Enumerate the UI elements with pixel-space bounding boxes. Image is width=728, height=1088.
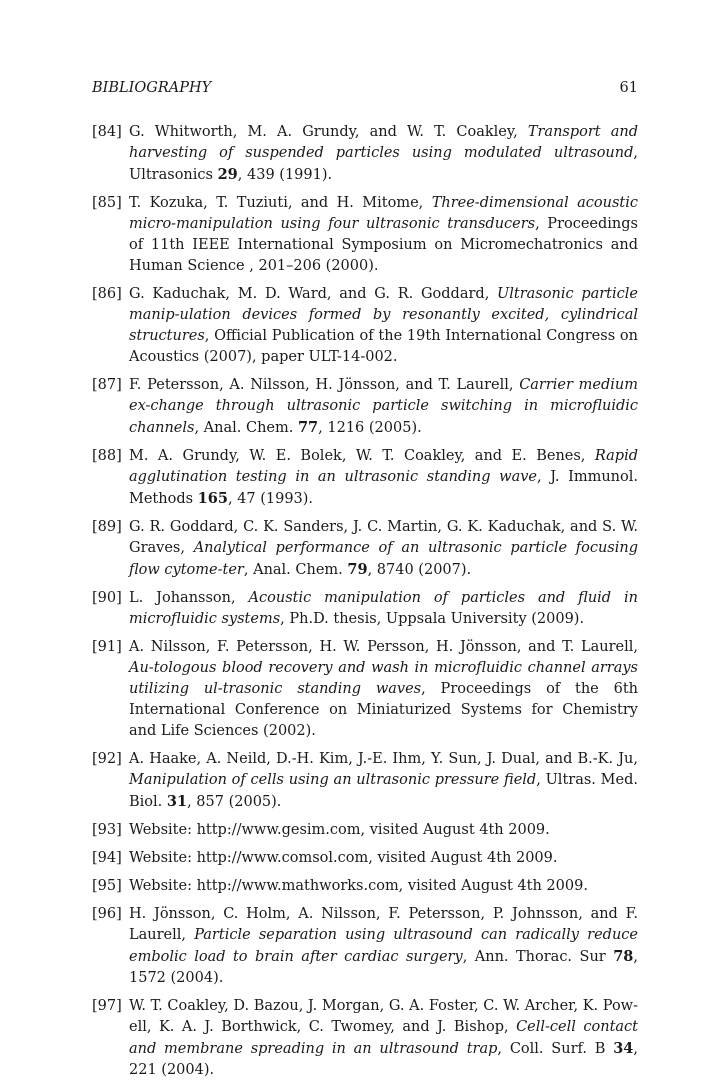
reference-number: [89] (92, 519, 122, 535)
reference-segment: Website: http://www.gesim.com, visited August 4th 2009. (129, 822, 550, 838)
reference-title: Acoustic manipulation of particles and fluid in microfluidic systems (129, 590, 638, 627)
reference-segment: , Ultras. Med. Biol. (129, 772, 638, 810)
reference-number: [91] (92, 639, 122, 655)
reference-segment: , Ph.D. thesis, Uppsala University (2009). (280, 611, 585, 627)
reference-number: [95] (92, 878, 122, 894)
reference-number: [92] (92, 751, 122, 767)
reference-entry (92, 284, 638, 368)
reference-number: [90] (92, 590, 122, 606)
reference-volume: 79 (347, 561, 368, 578)
reference-segment: G. Whitworth, M. A. Grundy, and W. T. Coakley, (129, 124, 528, 140)
reference-segment: , 439 (1991). (237, 167, 333, 183)
reference-segment: , Ultrasonics (129, 145, 638, 183)
reference-text (129, 377, 638, 436)
reference-volume: 78 (613, 948, 634, 965)
reference-text (129, 195, 638, 274)
reference-segment: G. Kaduchak, M. D. Ward, and G. R. Goddard, (129, 286, 498, 302)
reference-title: Transport and harvesting of suspended particles using modulated ultrasound (129, 124, 638, 161)
reference-entry (92, 749, 638, 813)
reference-text (129, 822, 550, 838)
reference-number: [88] (92, 448, 122, 464)
reference-number: [97] (92, 998, 122, 1014)
reference-segment: , Official Publication of the 19th International Congress on Acoustics (2007), paper ULT-14-002. (129, 328, 638, 365)
reference-title: Manipulation of cells using an ultrasonic pressure field (129, 772, 537, 788)
reference-title: Au-tologous blood recovery and wash in microfluidic channel arrays utilizing ul-trasonic standing waves (129, 660, 638, 697)
reference-entry (92, 876, 638, 897)
reference-entry (92, 375, 638, 439)
reference-text (129, 878, 588, 894)
reference-segment: F. Petersson, A. Nilsson, H. Jönsson, and T. Laurell, (129, 377, 520, 393)
reference-segment: H. Jönsson, C. Holm, A. Nilsson, F. Petersson, P. Johnsson, and F. Laurell, (129, 906, 638, 943)
reference-text (129, 448, 638, 507)
reference-segment: , Anal. Chem. (243, 562, 348, 578)
reference-segment: , 857 (2005). (187, 794, 282, 810)
reference-text (129, 998, 638, 1078)
reference-number: [85] (92, 195, 122, 211)
reference-entry (92, 904, 638, 989)
reference-entry (92, 588, 638, 630)
reference-segment: L. Johansson, (129, 590, 249, 606)
reference-entry (92, 122, 638, 186)
reference-segment: , 8740 (2007). (367, 562, 472, 578)
reference-entry (92, 446, 638, 510)
reference-text (129, 639, 638, 739)
reference-segment: , Anal. Chem. (194, 420, 298, 436)
reference-segment: , J. Immunol. Methods (129, 469, 638, 507)
reference-title: Cell-cell contact and membrane spreading in an ultrasound trap (129, 1019, 638, 1057)
reference-number: [86] (92, 286, 122, 302)
reference-number: [96] (92, 906, 122, 922)
reference-title: Particle separation using ultrasound can radically reduce embolic load to brain after cardiac surgery (129, 927, 638, 965)
reference-segment: , 1572 (2004). (129, 949, 638, 986)
reference-title: Ultrasonic particle manip-ulation devices formed by resonantly excited, cylindrical structures (129, 286, 638, 344)
reference-segment: T. Kozuka, T. Tuziuti, and H. Mitome, (129, 195, 432, 211)
reference-segment: Website: http://www.mathworks.com, visited August 4th 2009. (129, 878, 588, 894)
reference-entry (92, 637, 638, 742)
reference-segment: G. R. Goddard, C. K. Sanders, J. C. Martin, G. K. Kaduchak, and S. W. Graves, (129, 519, 638, 556)
reference-text (129, 519, 638, 578)
reference-segment: , Ann. Thorac. Sur (462, 949, 614, 965)
reference-entry (92, 848, 638, 869)
reference-segment: A. Haake, A. Neild, D.-H. Kim, J.-E. Ihm, Y. Sun, J. Dual, and B.-K. Ju, (129, 751, 638, 767)
reference-list (92, 122, 638, 1088)
reference-text (129, 590, 638, 627)
page-number: 61 (619, 80, 638, 96)
reference-volume: 34 (613, 1040, 634, 1057)
reference-segment: A. Nilsson, F. Petersson, H. W. Persson, H. Jönsson, and T. Laurell, (129, 639, 638, 655)
reference-entry (92, 193, 638, 277)
reference-title: Carrier medium ex-change through ultrasonic particle switching in microfluidic channels (129, 377, 638, 436)
reference-title: Analytical performance of an ultrasonic particle focusing flow cytome-ter (129, 540, 638, 578)
reference-segment: Website: http://www.comsol.com, visited August 4th 2009. (129, 850, 558, 866)
reference-title: Three-dimensional acoustic micro-manipulation using four ultrasonic transducers (129, 195, 638, 232)
reference-number: [94] (92, 850, 122, 866)
reference-number: [87] (92, 377, 122, 393)
reference-text (129, 124, 638, 183)
reference-segment: M. A. Grundy, W. E. Bolek, W. T. Coakley, and E. Benes, (129, 448, 595, 464)
reference-text (129, 906, 638, 986)
reference-segment: , 47 (1993). (227, 491, 314, 507)
reference-entry (92, 517, 638, 581)
reference-segment: , Proceedings of 11th IEEE International Symposium on Micromechatronics and Human Science , 201–206 (2000). (129, 216, 638, 274)
reference-number: [84] (92, 124, 122, 140)
running-header (92, 78, 638, 98)
reference-segment: , Coll. Surf. B (497, 1041, 614, 1057)
reference-entry (92, 820, 638, 841)
reference-volume: 31 (166, 793, 188, 810)
reference-segment: , Proceedings of the 6th International Conference on Miniaturized Systems for Chemistry and Life Sciences (2002). (129, 681, 638, 739)
reference-entry (92, 996, 638, 1081)
reference-volume: 165 (197, 490, 228, 507)
reference-text (129, 286, 638, 365)
running-title: BIBLIOGRAPHY (92, 80, 212, 96)
reference-segment: , 1216 (2005). (318, 420, 422, 436)
reference-text (129, 850, 557, 866)
reference-segment: W. T. Coakley, D. Bazou, J. Morgan, G. A. Foster, C. W. Archer, K. Pow-ell, K. A. J. Borthwick, C. Twomey, and J. Bishop, (129, 998, 638, 1035)
reference-text (129, 751, 638, 810)
reference-volume: 77 (297, 419, 319, 436)
reference-volume: 29 (217, 166, 238, 183)
reference-segment: , 221 (2004). (129, 1041, 638, 1078)
reference-number: [93] (92, 822, 122, 838)
reference-title: Rapid agglutination testing in an ultrasonic standing wave (129, 448, 638, 485)
